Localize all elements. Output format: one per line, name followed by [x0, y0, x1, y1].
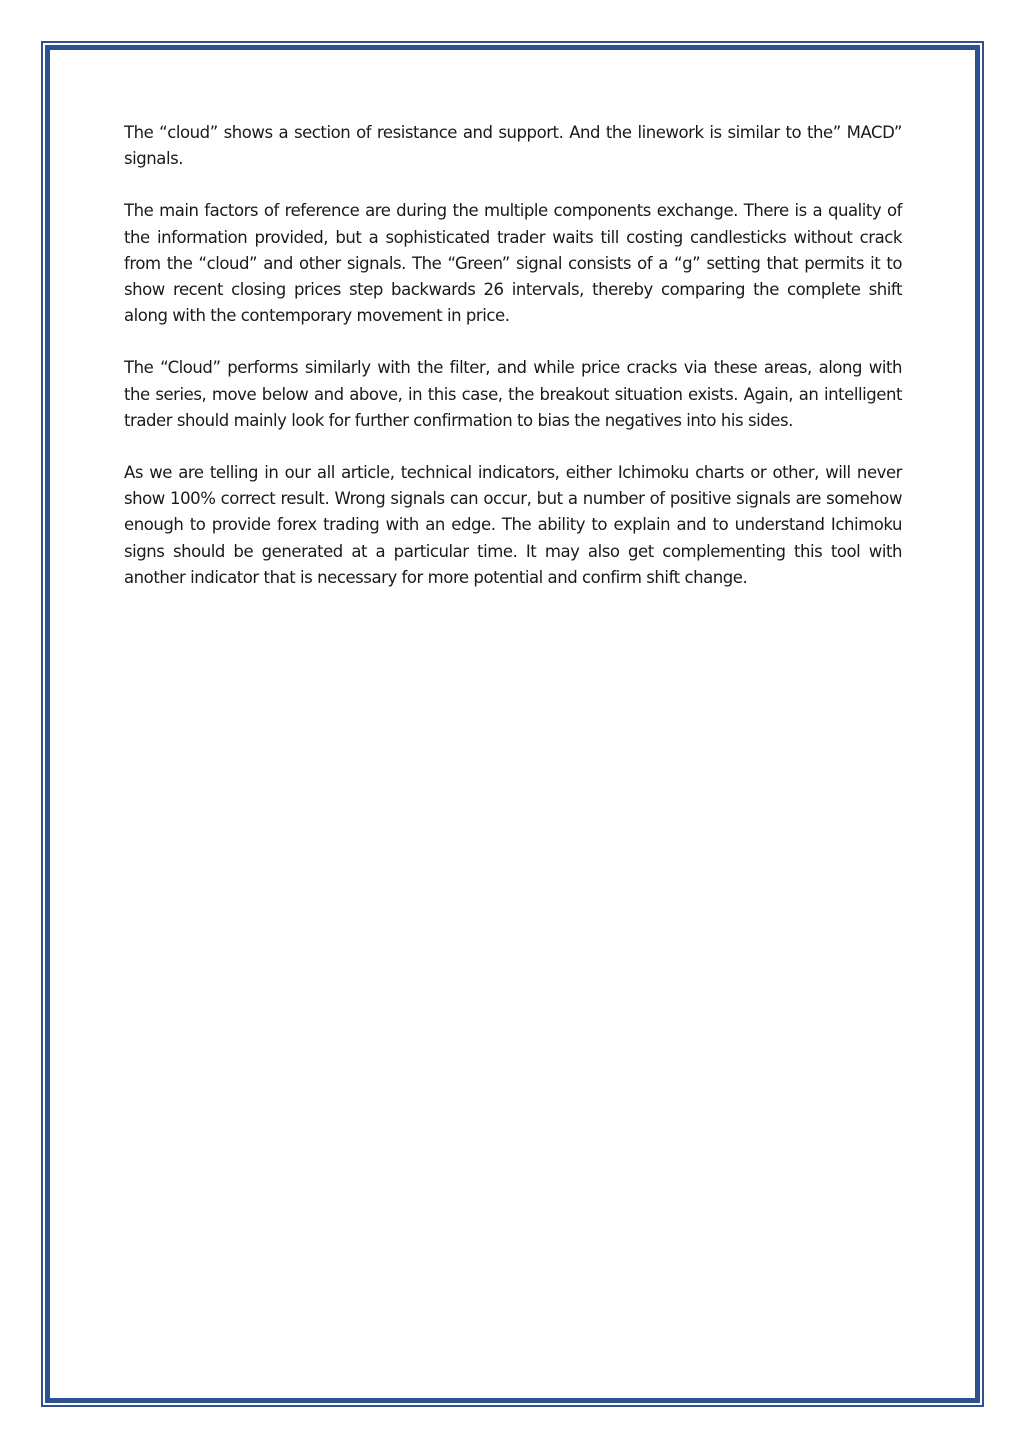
document-body — [124, 120, 902, 617]
paragraph-cloud-intro: The “cloud” shows a section of resistance and support. And the linework is similar to the” MACD” signals. — [124, 123, 902, 169]
paragraph-main-factors: The main factors of reference are during the multiple components exchange. There is a quality of the information provided, but a sophisticated trader waits till costing candlesticks without crack from the “cloud” and other signals. The “Green” signal consists of a “g” setting that permits it to show recent closing prices step backwards 26 intervals, thereby comparing the complete shift along with the contemporary movement in price. — [124, 201, 902, 326]
paragraph-cloud-filter: The “Cloud” performs similarly with the filter, and while price cracks via these areas, along with the series, move below and above, in this case, the breakout situation exists. Again, an intelligent trader should mainly look for further confirmation to bias the negatives into his sides. — [124, 358, 902, 430]
paragraph-conclusion: As we are telling in our all article, technical indicators, either Ichimoku charts or other, will never show 100% correct result. Wrong signals can occur, but a number of positive signals are somehow enough to provide forex trading with an edge. The ability to explain and to understand Ichimoku signs should be generated at a particular time. It may also get complementing this tool with another indicator that is necessary for more potential and confirm shift change. — [124, 463, 902, 587]
